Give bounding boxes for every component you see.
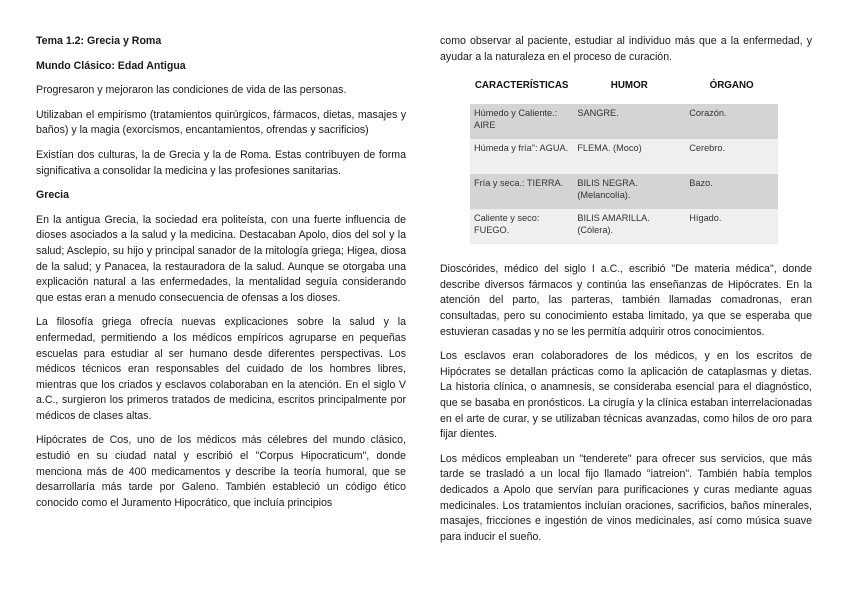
table-cell: FLEMA. (Moco) bbox=[573, 139, 685, 174]
paragraph-hipocrates: Hipócrates de Cos, uno de los médicos más célebres del mundo clásico, estudió en su ciudad natal y escribió el "Corpus Hipocraticum", donde menciona más de 400 medicamentos y describe la teoría humoral, que se desarrollaría más tarde por Galeno. También estableció un código ético conocido como el Juramento Hipocrático, que incluía principios bbox=[36, 434, 406, 509]
paragraph-dioscorides: Dioscórides, médico del siglo I a.C., escribió "De materia médica", donde describe diversos fármacos y continúa las enseñanzas de Hipócrates. En la atención del parto, las parteras, también llamadas comadronas, eran consultadas, pero su conocimiento estaba limitado, ya que se esperaba que estuvieran casadas y no se les permitía adquirir otros conocimientos. bbox=[440, 263, 812, 338]
table-header: CARACTERÍSTICAS bbox=[474, 80, 569, 92]
table-cell: Bazo. bbox=[685, 174, 778, 209]
table-cell: BILIS NEGRA. (Melancolía). bbox=[573, 174, 685, 209]
paragraph-filosofia: La filosofía griega ofrecía nuevas explicaciones sobre la salud y la enfermedad, permitiendo a los médicos empíricos agruparse en pequeñas escuelas para estudiar al ser humano desde diferentes perspectivas. Los médicos técnicos eran responsables del cuidado de los hombres libres, mientras que los criados y esclavos colaboraban en la atención. En el siglo V a.C., surgieron los primeros tratados de medicina, escritos principalmente por médicos de clases altas. bbox=[36, 316, 406, 422]
table-cell: SANGRE. bbox=[573, 104, 685, 139]
left-column bbox=[36, 34, 406, 520]
paragraph-intro: Progresaron y mejoraron las condiciones de vida de las personas. bbox=[36, 84, 347, 97]
paragraph-continuation: como observar al paciente, estudiar al individuo más que a la enfermedad, y ayudar a la naturaleza en el proceso de curación. bbox=[440, 35, 812, 63]
table-row bbox=[470, 174, 778, 209]
table-cell: Caliente y seco: FUEGO. bbox=[470, 209, 573, 244]
table-header-row bbox=[470, 74, 778, 104]
paragraph-empirismo: Utilizaban el empirismo (tratamientos quirúrgicos, fármacos, dietas, masajes y baños) y la magia (exorcismos, encantamientos, ofrendas y sacrificios) bbox=[36, 108, 406, 137]
humors-table-wrapper bbox=[470, 74, 778, 244]
table-row bbox=[470, 209, 778, 244]
table-row bbox=[470, 104, 778, 139]
paragraph-tenderete: Los médicos empleaban un "tenderete" para ofrecer sus servicios, que más tarde se trasladó a un local fijo llamado "iatreion". También había templos dedicados a Apolo que servían para purificaciones y curas mediante aguas medicinales. Los tratamientos incluían oraciones, sacrificios, baños minerales, masajes, fricciones e ingestión de vinos medicinales, así como música suave para inducir el sueño. bbox=[440, 452, 812, 543]
table-header: HUMOR bbox=[610, 80, 648, 92]
humors-table bbox=[470, 74, 778, 244]
paragraph-culturas: Existían dos culturas, la de Grecia y la de Roma. Estas contribuyen de forma significativa a consolidar la medicina y las profesiones sanitarias. bbox=[36, 148, 406, 177]
paragraph-dioses: En la antigua Grecia, la sociedad era politeísta, con una fuerte influencia de dioses asociados a la salud y la medicina. Destacaban Apolo, dios del sol y la salud; Asclepio, su hijo y principal sanador de la mitología griega; Higea, diosa de la salud; y Panacea, la restauradora de la salud. Aunque se otorgaba una explicación natural a las enfermedades, la mentalidad seguía considerando que estas eran a menudo consecuencia de ofensas a los dioses. bbox=[36, 213, 406, 304]
table-cell: Corazón. bbox=[685, 104, 778, 139]
table-cell: Cerebro. bbox=[685, 139, 778, 174]
paragraph-esclavos: Los esclavos eran colaboradores de los médicos, y en los escritos de Hipócrates se detallan prácticas como la aplicación de cataplasmas y dietas. La historia clínica, o anamnesis, se consideraba esencial para el diagnóstico, que se basaba en pronósticos. La cirugía y la clínica estaban interrelacionadas en el arte de curar, y se utilizaban técnicas avanzadas, como hilos de oro para fijar dientes. bbox=[440, 350, 812, 441]
table-cell: Hígado. bbox=[685, 209, 778, 244]
table-cell: Húmeda y fría": AGUA. bbox=[470, 139, 573, 174]
table-cell: Fría y seca.: TIERRA. bbox=[470, 174, 573, 209]
table-cell: BILIS AMARILLA. (Cólera). bbox=[573, 209, 685, 244]
section-heading-grecia: Grecia bbox=[36, 189, 69, 202]
table-cell: Húmedo y Caliente.: AIRE bbox=[470, 104, 573, 139]
document-subtitle: Mundo Clásico: Edad Antigua bbox=[36, 59, 186, 72]
document-title: Tema 1.2: Grecia y Roma bbox=[36, 35, 162, 47]
table-header: ÓRGANO bbox=[709, 80, 754, 92]
right-column bbox=[440, 34, 812, 554]
table-row bbox=[470, 139, 778, 174]
